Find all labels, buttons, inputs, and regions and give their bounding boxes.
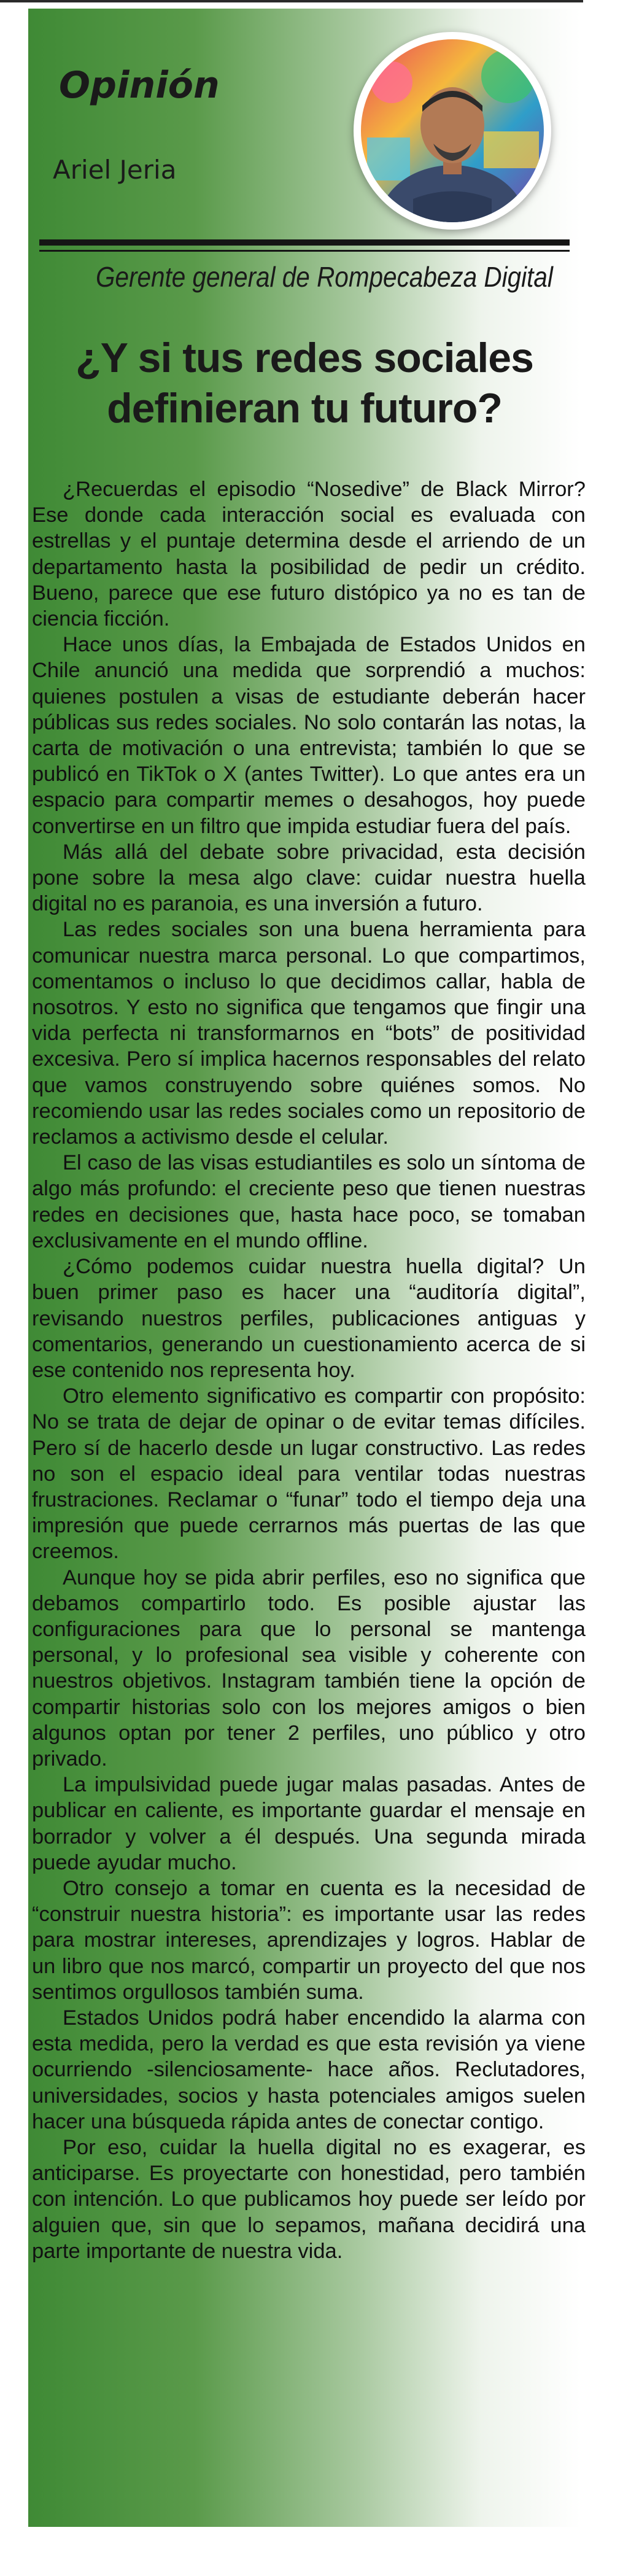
paragraph: Más allá del debate sobre privacidad, esta decisión pone sobre la mesa algo clave: cuidar nuestra huella digital no es paranoia, es una inversión a futuro. <box>32 840 586 916</box>
author-role: Gerente general de Rompecabeza Digital <box>96 261 553 293</box>
paragraph: Otro elemento significativo es compartir con propósito: No se trata de dejar de opinar o de evitar temas difíciles. Pero sí de hacerlo desde un lugar constructivo. Las redes no son el espacio ideal para ventilar todas nuestras frustraciones. Reclamar o “funar” todo el tiempo deja una impresión que puede cerrarnos más puertas de las que creemos. <box>32 1384 586 1564</box>
paragraph: Aunque hoy se pida abrir perfiles, eso no significa que debamos compartirlo todo. Es posible ajustar las configuraciones para que lo personal se mantenga personal, y lo profesional sea visible y coherente con nuestros objetivos. Instagram también tiene la opción de compartir historias solo con los mejores amigos o bien algunos optan por tener 2 perfiles, uno público y otro privado. <box>32 1565 586 1771</box>
header-divider-thin <box>39 250 570 252</box>
header-divider-thick <box>39 239 570 246</box>
article-body <box>32 476 586 2264</box>
paragraph: Hace unos días, la Embajada de Estados Unidos en Chile anunció una medida que sorprendió a muchos: quienes postulen a visas de estudiante deberán hacer públicas sus redes sociales. No solo contarán las notas, la carta de motivación o una entrevista; también lo que se publicó en TikTok o X (antes Twitter). Lo que antes era un espacio para compartir memes o desahogos, hoy puede convertirse en un filtro que impida estudiar fuera del país. <box>32 633 586 838</box>
author-name: Ariel Jeria <box>53 155 177 185</box>
section-title: Opinión <box>59 64 220 107</box>
author-photo-frame <box>354 32 551 230</box>
author-photo <box>361 39 544 222</box>
article-headline: ¿Y si tus redes sociales definieran tu futuro? <box>75 335 533 432</box>
opinion-column <box>28 9 586 2527</box>
paragraph: El caso de las visas estudiantiles es solo un síntoma de algo más profundo: el creciente peso que tienen nuestras redes en decisiones que, hasta hace poco, se tomaban exclusivamente en el mundo offline. <box>32 1151 586 1252</box>
paragraph: ¿Recuerdas el episodio “Nosedive” de Black Mirror? Ese donde cada interacción social es evaluada con estrellas y el puntaje determina desde el arriendo de un departamento hasta la posibilidad de pedir un crédito. Bueno, parece que ese futuro distópico ya no es tan de ciencia ficción. <box>32 478 586 631</box>
top-border-rule <box>0 0 583 2</box>
paragraph: Las redes sociales son una buena herramienta para comunicar nuestra marca personal. Lo que compartimos, comentamos o incluso lo que decidimos callar, habla de nosotros. Y esto no significa que tengamos que fingir una vida perfecta ni transformarnos en “bots” de positividad excesiva. Pero sí implica hacernos responsables del relato que vamos construyendo sobre quiénes somos. No recomiendo usar las redes sociales como un repositorio de reclamos a activismo desde el celular. <box>32 918 586 1149</box>
paragraph: ¿Cómo podemos cuidar nuestra huella digital? Un buen primer paso es hacer una “auditoría digital”, revisando nuestros perfiles, publicaciones antiguas y comentarios, generando un cuestionamiento acerca de si ese contenido nos representa hoy. <box>32 1255 586 1382</box>
paragraph: Otro consejo a tomar en cuenta es la necesidad de “construir nuestra historia”: es importante usar las redes para mostrar intereses, aprendizajes y logros. Hablar de un libro que nos marcó, compartir un proyecto del que nos sentimos orgullosos también suma. <box>32 1876 586 2004</box>
paragraph: Estados Unidos podrá haber encendido la alarma con esta medida, pero la verdad es que esta revisión ya viene ocurriendo -silenciosamente- hace años. Reclutadores, universidades, socios y hasta potenciales amigos suelen hacer una búsqueda rápida antes de conectar contigo. <box>32 2006 586 2133</box>
paragraph: Por eso, cuidar la huella digital no es exagerar, es anticiparse. Es proyectarte con honestidad, pero también con intención. Lo que publicamos hoy puede ser leído por alguien que, sin que lo sepamos, mañana decidirá una parte importante de nuestra vida. <box>32 2136 586 2263</box>
paragraph: La impulsividad puede jugar malas pasadas. Antes de publicar en caliente, es importante guardar el mensaje en borrador y volver a él después. Una segunda mirada puede ayudar mucho. <box>32 1773 586 1874</box>
